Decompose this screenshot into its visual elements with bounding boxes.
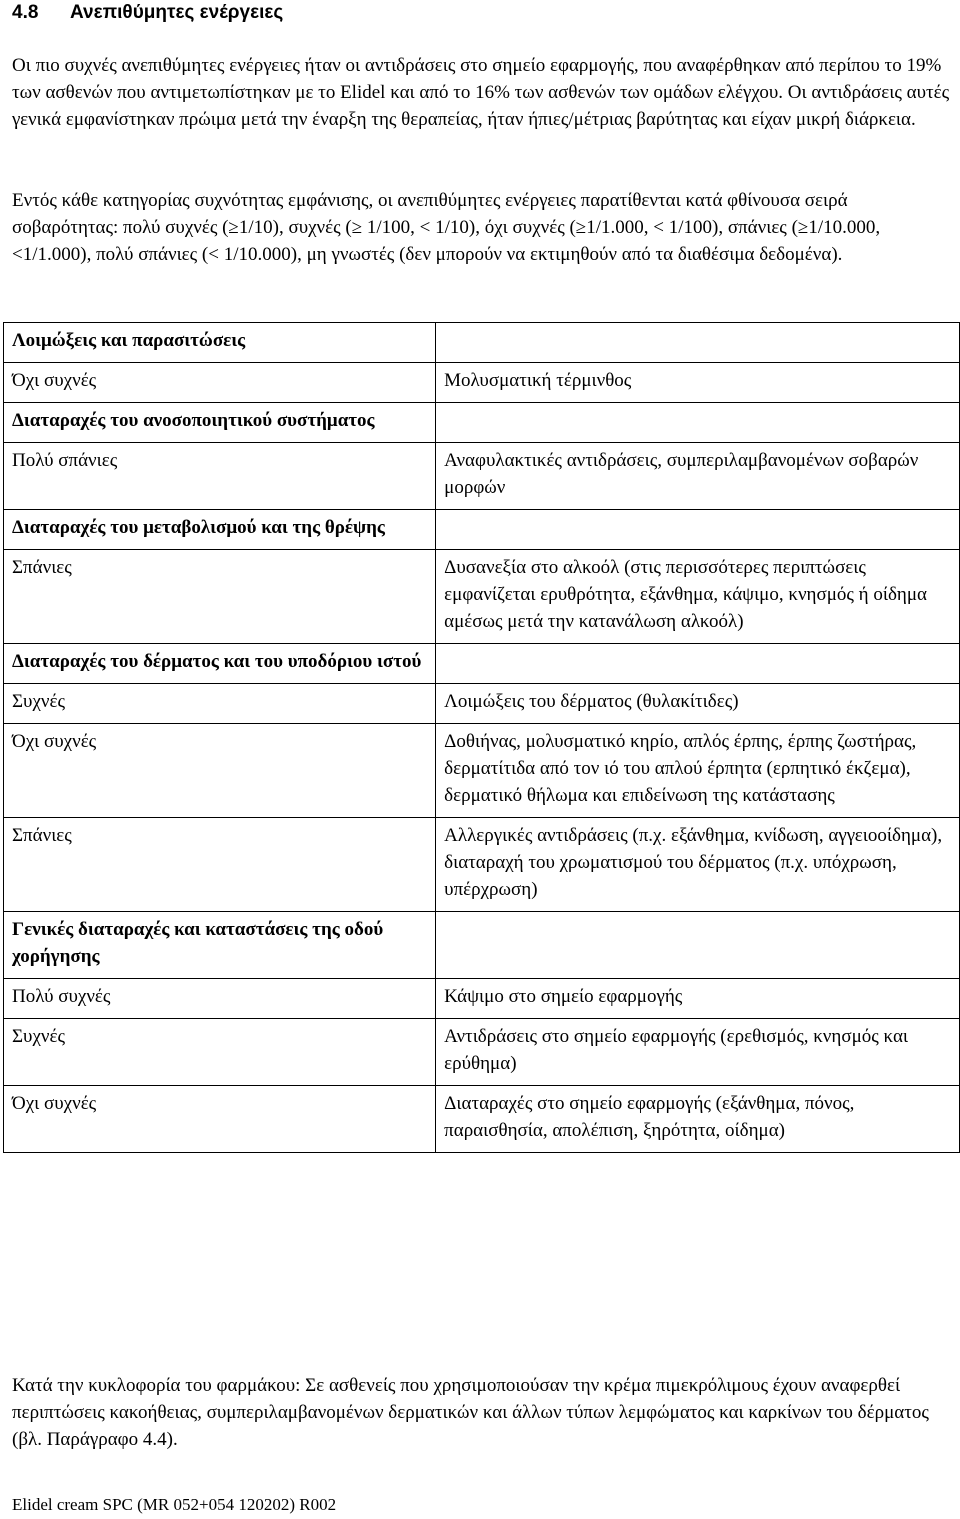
reaction-cell: Διαταραχές στο σημείο εφαρμογής (εξάνθημα, πόνος, παραισθησία, απολέπιση, ξηρότητα, οίδημα) <box>436 1086 960 1153</box>
frequency-cell: Σπάνιες <box>4 550 436 644</box>
system-organ-class-label: Γενικές διαταραχές και καταστάσεις της οδού χορήγησης <box>4 912 436 979</box>
system-organ-class-row <box>4 644 960 684</box>
empty-cell <box>436 323 960 363</box>
frequency-paragraph: Εντός κάθε κατηγορίας συχνότητας εμφάνισης, οι ανεπιθύμητες ενέργειες παρατίθενται κατά φθίνουσα σειρά σοβαρότητας: πολύ συχνές (≥1/10), συχνές (≥ 1/100, < 1/10), όχι συχνές (≥1/1.000, < 1/100), σπάνιες (≥1/10.000, <1/1.000), πολύ σπάνιες (< 1/10.000), μη γνωστές (δεν μπορούν να εκτιμηθούν από τα διαθέσιμα δεδομένα). <box>12 190 881 265</box>
reaction-cell: Δυσανεξία στο αλκοόλ (στις περισσότερες περιπτώσεις εμφανίζεται ερυθρότητα, εξάνθημα, κάψιμο, κνησμός ή οίδημα αμέσως μετά την κατανάλωση αλκοόλ) <box>436 550 960 644</box>
reaction-cell: Μολυσματική τέρμινθος <box>436 363 960 403</box>
section-heading <box>12 2 283 26</box>
system-organ-class-label: Διαταραχές του δέρματος και του υποδόριου ιστού <box>4 644 436 684</box>
frequency-cell: Όχι συχνές <box>4 363 436 403</box>
system-organ-class-label: Διαταραχές του μεταβολισμού και της θρέψης <box>4 510 436 550</box>
system-organ-class-row <box>4 323 960 363</box>
table-row <box>4 1019 960 1086</box>
table-row <box>4 979 960 1019</box>
reaction-cell: Κάψιμο στο σημείο εφαρμογής <box>436 979 960 1019</box>
table-row <box>4 550 960 644</box>
system-organ-class-row <box>4 510 960 550</box>
frequency-cell: Πολύ συχνές <box>4 979 436 1019</box>
table-row <box>4 1086 960 1153</box>
system-organ-class-label: Διαταραχές του ανοσοποιητικού συστήματος <box>4 403 436 443</box>
document-footer: Elidel cream SPC (MR 052+054 120202) R002 <box>12 1495 337 1514</box>
reaction-cell: Δοθιήνας, μολυσματικό κηρίο, απλός έρπης, έρπης ζωστήρας, δερματίτιδα από τον ιό του απλού έρπητα (ερπητικό έκζεμα), δερματικό θήλωμα και επιδείνωση της κατάστασης <box>436 724 960 818</box>
section-title: Ανεπιθύμητες ενέργειες <box>70 2 284 23</box>
section-number: 4.8 <box>12 2 39 23</box>
table-row <box>4 363 960 403</box>
reaction-cell: Αλλεργικές αντιδράσεις (π.χ. εξάνθημα, κνίδωση, αγγειοοίδημα), διαταραχή του χρωματισμού του δέρματος (π.χ. υπόχρωση, υπέρχρωση) <box>436 818 960 912</box>
table-row <box>4 818 960 912</box>
reaction-cell: Λοιμώξεις του δέρματος (θυλακίτιδες) <box>436 684 960 724</box>
frequency-cell: Συχνές <box>4 1019 436 1086</box>
reaction-cell: Αντιδράσεις στο σημείο εφαρμογής (ερεθισμός, κνησμός και ερύθημα) <box>436 1019 960 1086</box>
frequency-cell: Σπάνιες <box>4 818 436 912</box>
table-row <box>4 684 960 724</box>
empty-cell <box>436 403 960 443</box>
adverse-reactions-table-body <box>4 323 960 1153</box>
frequency-cell: Πολύ σπάνιες <box>4 443 436 510</box>
intro-paragraph: Οι πιο συχνές ανεπιθύμητες ενέργειες ήταν οι αντιδράσεις στο σημείο εφαρμογής, που αναφέρθηκαν από περίπου το 19% των ασθενών που αντιμετωπίστηκαν με το Elidel και από το 16% των ασθενών των ομάδων ελέγχου. Οι αντιδράσεις αυτές γενικά εμφανίστηκαν πρώιμα μετά την έναρξη της θεραπείας, ήταν ήπιες/μέτριας βαρύτητας και είχαν μικρή διάρκεια. <box>12 55 950 130</box>
empty-cell <box>436 510 960 550</box>
adverse-reactions-table <box>3 322 960 1153</box>
system-organ-class-label: Λοιμώξεις και παρασιτώσεις <box>4 323 436 363</box>
system-organ-class-row <box>4 912 960 979</box>
reaction-cell: Αναφυλακτικές αντιδράσεις, συμπεριλαμβανομένων σοβαρών μορφών <box>436 443 960 510</box>
system-organ-class-row <box>4 403 960 443</box>
table-row <box>4 443 960 510</box>
empty-cell <box>436 644 960 684</box>
post-marketing-paragraph: Κατά την κυκλοφορία του φαρμάκου: Σε ασθενείς που χρησιμοποιούσαν την κρέμα πιμεκρόλιμους έχουν αναφερθεί περιπτώσεις κακοήθειας, συμπεριλαμβανομένων δερματικών και άλλων τύπων λεμφώματος και καρκίνων του δέρματος (βλ. Παράγραφο 4.4). <box>12 1375 929 1450</box>
frequency-cell: Όχι συχνές <box>4 724 436 818</box>
empty-cell <box>436 912 960 979</box>
frequency-cell: Συχνές <box>4 684 436 724</box>
frequency-cell: Όχι συχνές <box>4 1086 436 1153</box>
table-row <box>4 724 960 818</box>
